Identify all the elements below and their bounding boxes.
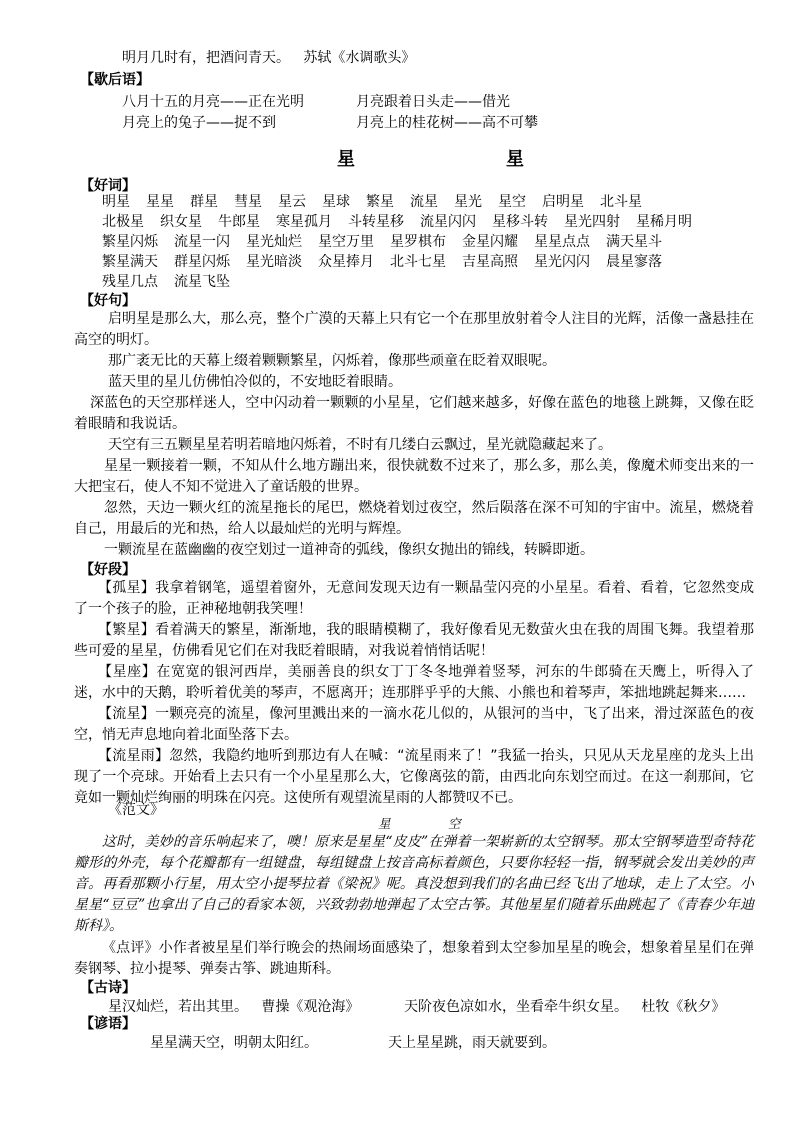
- dianping: 《点评》小作者被星星们举行晚会的热闹场面感染了，想象着到太空参加星星的晚会，想象着星星们在弹奏钢琴、拉小提琴、弹奏古筝、跳迪斯科。: [74, 940, 755, 977]
- haoju-sentence: 天空有三五颗星星若明若暗地闪烁着，不时有几缕白云飘过，星光就隐藏起来了。: [108, 437, 612, 453]
- haoju-sentence: 那广袤无比的天幕上缀着颗颗繁星，闪烁着，像那些顽童在眨着双眼呢。: [108, 353, 556, 369]
- gushi-item: 天阶夜色凉如水，坐看牵牛织女星。 杜牧《秋夕》: [404, 999, 726, 1015]
- haoju-sentence: 蓝天里的星儿仿佛怕冷似的，不安地眨着眼睛。: [108, 374, 402, 390]
- yanyu-item: 天上星星跳，雨天就要到。: [388, 1035, 556, 1051]
- haoju-sentence: 一颗流星在蓝幽幽的夜空划过一道神奇的弧线，像织女抛出的锦线，转瞬即逝。: [104, 542, 594, 558]
- xiehouyu-item: 月亮上的桂花树——高不可攀: [356, 115, 538, 131]
- fanwen-body: 这时，美妙的音乐响起来了，噢！原来是星星“皮皮”在弹着一架崭新的太空钢琴。那太空钢琴造型奇特花瓣形的外壳，每个花瓣都有一组键盘，每组键盘上按音高标着颜色，只要你轻轻一指，钢琴就会发出美妙的声音。再看那颗小行星，用太空小提琴拉着《梁祝》呢。真没想到我们的名曲已经飞出了地球，走上了太空。小星星“豆豆”也拿出了自己的看家本领，兴致勃勃地弹起了太空古筝。其他星星们随着乐曲跳起了《青春少年迪斯科》。: [74, 834, 754, 934]
- haoduan-paragraph: 【流星雨】忽然，我隐约地听到那边有人在喊：“流星雨来了！”我猛一抬头，只见从天龙星座的龙头上出现了一个亮球。开始看上去只有一个小星星那么大，它像离弦的箭，由西北向东划空而过。在这一刹那间，它竟如一颗灿烂绚丽的明珠在闪亮。这使所有观望流星雨的人都赞叹不已。: [74, 748, 754, 806]
- fanwen-heading: 《范文》: [108, 802, 164, 818]
- fanwen-title-left: 星: [378, 816, 391, 831]
- haoci-row-1: 明星 星星 群星 彗星 星云 星球 繁星 流星 星光 星空 启明星 北斗星: [102, 194, 642, 210]
- haoju-sentence: 星星一颗接着一颗，不知从什么地方蹦出来，很快就数不过来了，那么多，那么美，像魔术师变出来的一大把宝石，使人不知不觉进入了童话般的世界。: [74, 458, 754, 495]
- haoci-row-4: 繁星满天 群星闪烁 星光暗淡 众星捧月 北斗七星 吉星高照 星光闪闪 晨星寥落: [102, 254, 662, 270]
- haoci-row-3: 繁星闪烁 流星一闪 星光灿烂 星空万里 星罗棋布 金星闪耀 星星点点 满天星斗: [102, 234, 662, 250]
- haoju-sentence: 深蓝色的天空那样迷人，空中闪动着一颗颗的小星星，它们越来越多，好像在蓝色的地毯上跳舞，又像在眨着眼睛和我说话。: [74, 395, 754, 432]
- xiehouyu-item: 月亮上的兔子——捉不到: [122, 115, 276, 131]
- haoduan-paragraph: 【星座】在宽宽的银河西岸，美丽善良的织女丁丁冬冬地弹着竖琴，河东的牛郎骑在天鹰上，听得入了迷，水中的天鹅，聆听着优美的琴声，不愿离开；连那胖乎乎的大熊、小熊也和着琴声，笨拙地跳起舞来……: [74, 664, 754, 701]
- fanwen-title-right: 空: [448, 816, 461, 831]
- haoci-row-5: 残星几点 流星飞坠: [102, 274, 230, 290]
- yanyu-heading: 【谚语】: [80, 1016, 136, 1032]
- haoci-row-2: 北极星 织女星 牛郎星 寒星孤月 斗转星移 流星闪闪 星移斗转 星光四射 星稀月明: [102, 214, 692, 230]
- xiehouyu-heading: 【歇后语】: [80, 72, 150, 88]
- yanyu-item: 星星满天空，明朝太阳红。: [150, 1035, 318, 1051]
- xiehouyu-item: 八月十五的月亮——正在光明: [122, 94, 304, 110]
- haoduan-paragraph: 【繁星】看着满天的繁星，渐渐地，我的眼睛模糊了，我好像看见无数萤火虫在我的周围飞舞。我望着那些可爱的星星，仿佛看见它们在对我眨着眼睛，对我说着悄悄话呢！: [74, 622, 754, 659]
- haoduan-paragraph: 【流星】一颗亮亮的流星，像河里溅出来的一滴水花儿似的，从银河的当中，飞了出来，滑过深蓝色的夜空，悄无声息地向着北面坠落下去。: [74, 706, 754, 743]
- xiehouyu-item: 月亮跟着日头走——借光: [356, 94, 510, 110]
- haoju-sentence: 启明星是那么大，那么亮，整个广漠的天幕上只有它一个在那里放射着令人注目的光辉，活像一盏悬挂在高空的明灯。: [74, 311, 754, 348]
- section-title-left: 星: [337, 149, 355, 170]
- gushi-heading: 【古诗】: [80, 980, 136, 996]
- haoju-sentence: 忽然，天边一颗火红的流星拖长的尾巴，燃烧着划过夜空，然后陨落在深不可知的宇宙中。流星，燃烧着自己，用最后的光和热，给人以最灿烂的光明与辉煌。: [74, 500, 754, 537]
- haoci-heading: 【好词】: [80, 178, 136, 194]
- haoduan-paragraph: 【孤星】我拿着钢笔，遥望着窗外，无意间发现天边有一颗晶莹闪亮的小星星。看着、看着，它忽然变成了一个孩子的脸，正神秘地朝我笑哩！: [74, 580, 754, 617]
- haoduan-heading: 【好段】: [80, 562, 136, 578]
- gushi-item: 星汉灿烂，若出其里。 曹操《观沧海》: [108, 999, 360, 1015]
- top-quote: 明月几时有，把酒问青天。 苏轼《水调歌头》: [122, 50, 416, 66]
- section-title-right: 星: [506, 149, 524, 170]
- haoju-heading: 【好句】: [80, 293, 136, 309]
